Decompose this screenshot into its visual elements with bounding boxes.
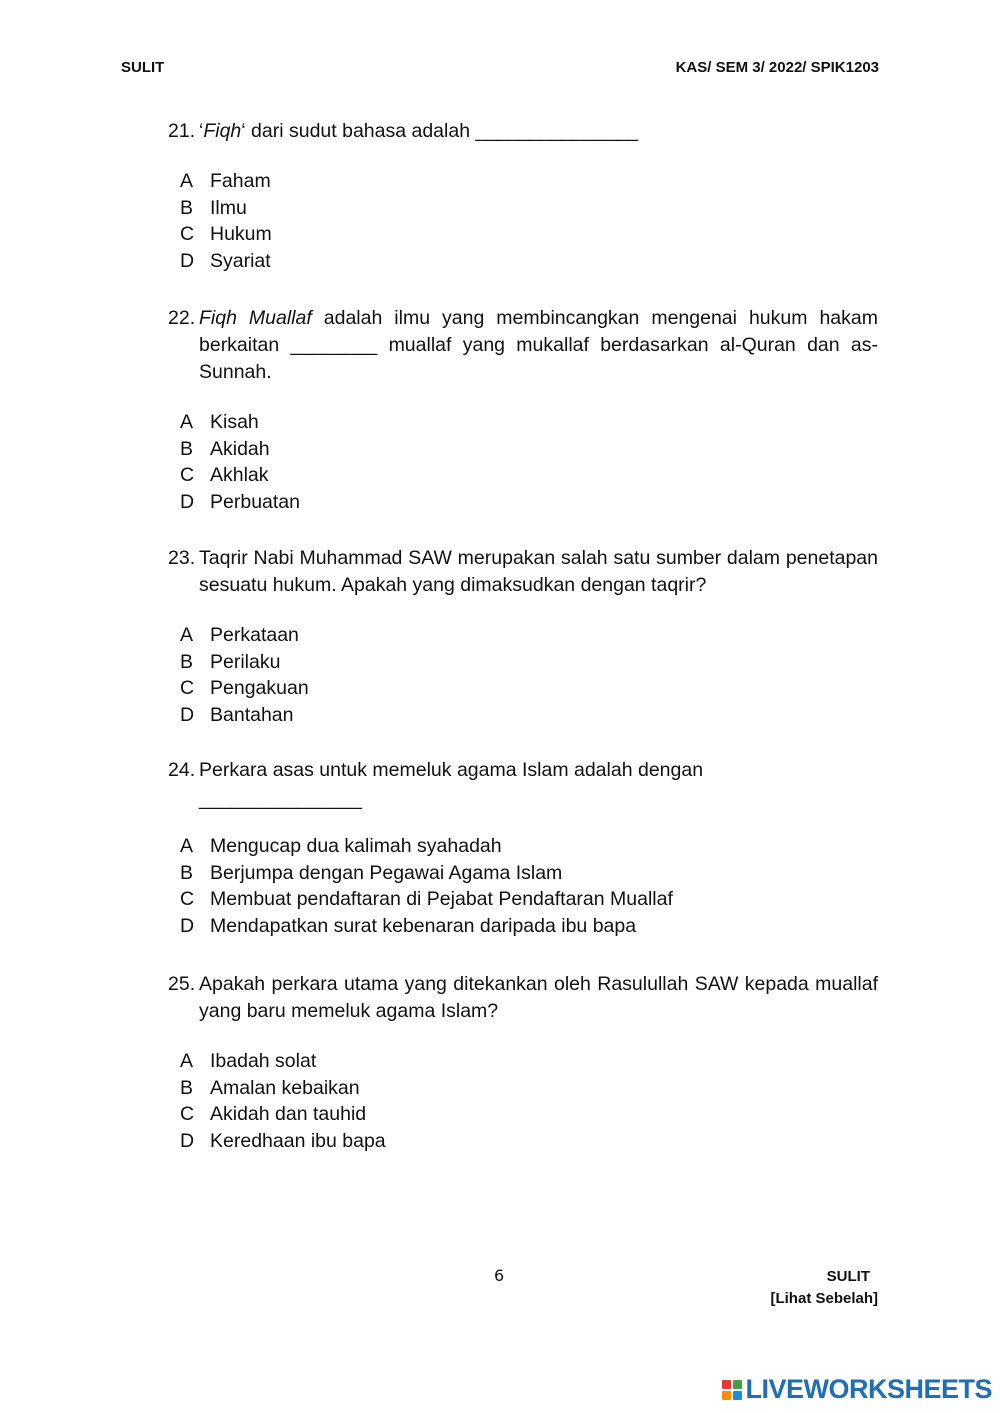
question-number: 23. [168, 547, 196, 569]
option-text: Bantahan [210, 704, 294, 727]
option-a[interactable] [168, 622, 878, 649]
option-letter: A [180, 170, 194, 192]
question-21 [168, 118, 878, 275]
logo-square [722, 1391, 731, 1400]
option-b[interactable] [168, 649, 878, 676]
question-number: 21. [168, 120, 196, 142]
question-number: 22. [168, 307, 196, 329]
question-number: 24. [168, 759, 196, 781]
option-d[interactable] [168, 1128, 878, 1155]
option-c[interactable] [168, 221, 878, 248]
page-number: 6 [494, 1266, 505, 1285]
footer-next-page-note: [Lihat Sebelah] [770, 1290, 878, 1307]
option-b[interactable] [168, 195, 878, 222]
option-text: Membuat pendaftaran di Pejabat Pendaftaran Muallaf [210, 888, 673, 911]
question-stem: Fiqh Muallaf adalah ilmu yang membincangkan mengenai hukum hakam berkaitan ________ muallaf yang mukallaf berdasarkan al-Quran dan as-Sunnah. [199, 307, 878, 383]
options-list [168, 409, 878, 516]
option-text: Keredhaan ibu bapa [210, 1130, 386, 1153]
option-text: Mendapatkan surat kebenaran daripada ibu bapa [210, 915, 637, 938]
option-letter: D [180, 704, 195, 727]
liveworksheets-logo-icon [722, 1380, 742, 1400]
question-stem: Apakah perkara utama yang ditekankan oleh Rasulullah SAW kepada muallaf yang baru memeluk agama Islam? [199, 973, 878, 1022]
option-text: Perkataan [210, 624, 299, 646]
option-text: Faham [210, 170, 271, 192]
question-24 [168, 757, 878, 940]
option-letter: D [180, 250, 195, 273]
option-letter: B [180, 196, 194, 219]
question-number: 25. [168, 973, 196, 995]
footer-sulit: SULIT [826, 1268, 870, 1285]
option-c[interactable] [168, 462, 878, 489]
options-list [168, 622, 878, 729]
options-list [168, 168, 878, 275]
option-a[interactable] [168, 1048, 878, 1075]
option-text: Akhlak [210, 464, 269, 487]
logo-square [733, 1391, 742, 1400]
options-list [168, 833, 878, 940]
option-letter: D [180, 915, 195, 938]
option-text: Berjumpa dengan Pegawai Agama Islam [210, 861, 563, 884]
liveworksheets-logo[interactable] [722, 1374, 992, 1405]
options-list [168, 1048, 878, 1155]
option-letter: A [180, 1050, 194, 1072]
logo-square [722, 1380, 731, 1389]
option-d[interactable] [168, 702, 878, 729]
option-b[interactable] [168, 1075, 878, 1102]
option-letter: A [180, 835, 194, 857]
option-letter: C [180, 1103, 195, 1126]
option-text: Amalan kebaikan [210, 1076, 360, 1099]
header-right: KAS/ SEM 3/ 2022/ SPIK1203 [675, 59, 879, 76]
option-letter: C [180, 677, 195, 700]
option-text: Kisah [210, 411, 259, 433]
question-stem: ‘Fiqh‘ dari sudut bahasa adalah _______________ [199, 120, 639, 142]
option-letter: C [180, 464, 195, 487]
option-c[interactable] [168, 675, 878, 702]
option-text: Mengucap dua kalimah syahadah [210, 835, 502, 857]
liveworksheets-logo-text: LIVEWORKSHEETS [745, 1374, 992, 1404]
option-text: Perbuatan [210, 491, 300, 514]
header-left: SULIT [121, 59, 165, 76]
option-letter: A [180, 624, 194, 646]
question-stem: Taqrir Nabi Muhammad SAW merupakan salah satu sumber dalam penetapan sesuatu hukum. Apakah yang dimaksudkan dengan taqrir? [199, 547, 878, 596]
option-c[interactable] [168, 1101, 878, 1128]
option-text: Akidah dan tauhid [210, 1103, 367, 1126]
option-text: Pengakuan [210, 677, 309, 700]
logo-square [733, 1380, 742, 1389]
option-a[interactable] [168, 833, 878, 860]
option-text: Hukum [210, 223, 272, 246]
option-a[interactable] [168, 168, 878, 195]
option-letter: D [180, 1130, 195, 1153]
question-stem: Perkara asas untuk memeluk agama Islam adalah dengan [199, 759, 704, 781]
option-b[interactable] [168, 436, 878, 463]
option-letter: B [180, 437, 194, 460]
option-c[interactable] [168, 886, 878, 913]
option-letter: D [180, 491, 195, 514]
question-25 [168, 971, 878, 1155]
option-text: Syariat [210, 250, 271, 273]
option-b[interactable] [168, 860, 878, 887]
option-text: Ilmu [210, 196, 247, 219]
option-letter: A [180, 411, 194, 433]
option-letter: B [180, 1076, 194, 1099]
option-d[interactable] [168, 248, 878, 275]
question-stem-italic: Fiqh [203, 120, 242, 142]
answer-blank: _______________ [199, 788, 362, 810]
question-23 [168, 545, 878, 729]
option-d[interactable] [168, 489, 878, 516]
option-text: Perilaku [210, 650, 281, 673]
question-22 [168, 305, 878, 516]
option-letter: C [180, 223, 195, 246]
option-letter: B [180, 861, 194, 884]
option-letter: C [180, 888, 195, 911]
question-stem-italic: Fiqh Muallaf [199, 307, 312, 329]
option-d[interactable] [168, 913, 878, 940]
option-text: Ibadah solat [210, 1050, 317, 1072]
option-a[interactable] [168, 409, 878, 436]
option-text: Akidah [210, 437, 270, 460]
option-letter: B [180, 650, 194, 673]
